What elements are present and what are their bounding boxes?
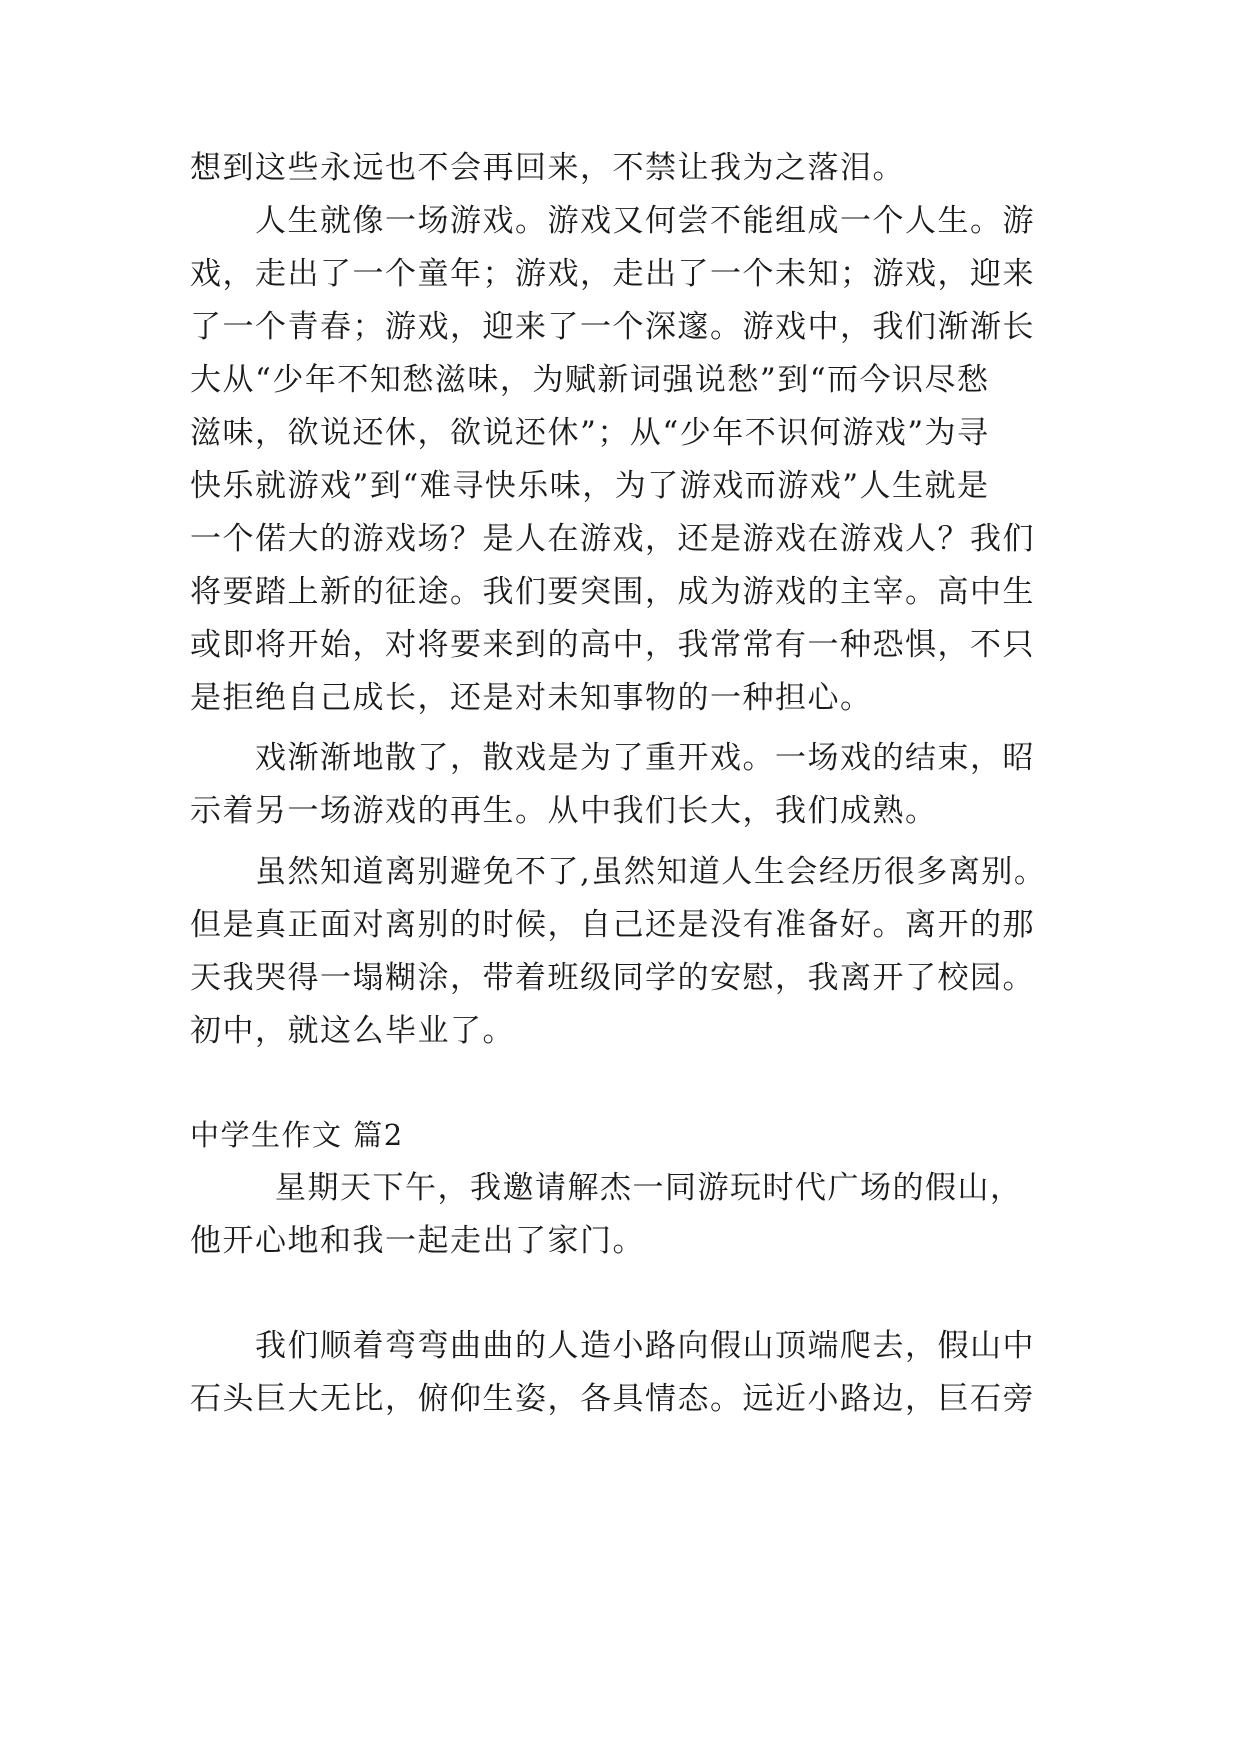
text-line: 滋味，欲说还休，欲说还休”；从“少年不识何游戏”为寻 [190,415,990,451]
text-line: 大从“少年不知愁滋味，为赋新词强说愁”到“而今识尽愁 [190,362,990,398]
text-line: 示着另一场游戏的再生。从中我们长大，我们成熟。 [190,793,938,829]
text-line: 将要踏上新的征途。我们要突围，成为游戏的主宰。高中生 [190,574,1035,610]
text-line: 我们顺着弯弯曲曲的人造小路向假山顶端爬去，假山中 [255,1328,1035,1364]
text-line: 或即将开始，对将要来到的高中，我常常有一种恐惧，不只 [190,627,1035,663]
text-line: 快乐就游戏”到“难寻快乐味，为了游戏而游戏”人生就是 [190,468,990,504]
text-line: 戏，走出了一个童年；游戏，走出了一个未知；游戏，迎来 [190,256,1035,292]
text-line: 了一个青春；游戏，迎来了一个深邃。游戏中，我们渐渐长 [190,309,1035,345]
section-heading: 中学生作文 篇2 [190,1118,404,1152]
text-line: 初中，就这么毕业了。 [190,1013,515,1049]
text-line: 虽然知道离别避免不了,虽然知道人生会经历很多离别。 [255,854,1047,890]
text-line: 是拒绝自己成长，还是对未知事物的一种担心。 [190,680,873,716]
text-line: 石头巨大无比，俯仰生姿，各具情态。远近小路边，巨石旁 [190,1381,1035,1417]
text-line: 星期天下午，我邀请解杰一同游玩时代广场的假山， [275,1170,1023,1206]
text-line: 想到这些永远也不会再回来，不禁让我为之落泪。 [190,150,905,186]
text-line: 他开心地和我一起走出了家门。 [190,1223,645,1259]
text-line: 一个偌大的游戏场？是人在游戏，还是游戏在游戏人？我们 [190,521,1035,557]
text-line: 戏渐渐地散了，散戏是为了重开戏。一场戏的结束，昭 [255,740,1035,776]
text-line: 人生就像一场游戏。游戏又何尝不能组成一个人生。游 [255,203,1035,239]
text-line: 但是真正面对离别的时候，自己还是没有准备好。离开的那 [190,907,1035,943]
text-line: 天我哭得一塌糊涂，带着班级同学的安慰，我离开了校园。 [190,960,1035,996]
